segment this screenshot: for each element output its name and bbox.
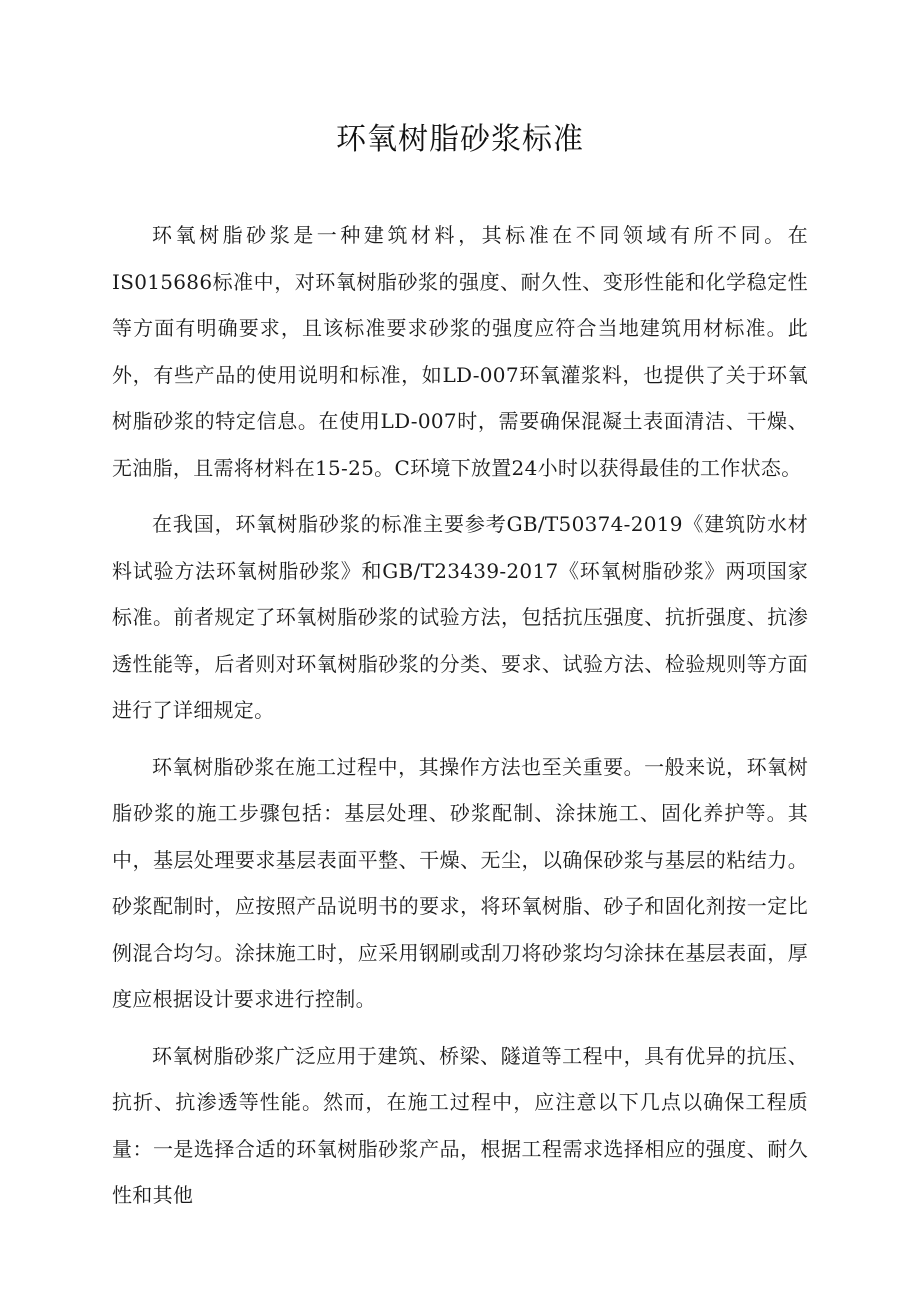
- document-body: [112, 212, 808, 1219]
- paragraph-1: 环氧树脂砂浆是一种建筑材料，其标准在不同领域有所不同。在IS015686标准中，对环氧树脂砂浆的强度、耐久性、变形性能和化学稳定性等方面有明确要求，且该标准要求砂浆的强度应符合当地建筑用材标准。此外，有些产品的使用说明和标准，如LD-007环氧灌浆料，也提供了关于环氧树脂砂浆的特定信息。在使用LD-007时，需要确保混凝土表面清洁、干燥、无油脂，且需将材料在15-25。C环境下放置24小时以获得最佳的工作状态。: [112, 223, 808, 480]
- paragraph-3: 环氧树脂砂浆在施工过程中，其操作方法也至关重要。一般来说，环氧树脂砂浆的施工步骤包括：基层处理、砂浆配制、涂抹施工、固化养护等。其中，基层处理要求基层表面平整、干燥、无尘，以确保砂浆与基层的粘结力。砂浆配制时，应按照产品说明书的要求，将环氧树脂、砂子和固化剂按一定比例混合均匀。涂抹施工时，应采用钢刷或刮刀将砂浆均匀涂抹在基层表面，厚度应根据设计要求进行控制。: [112, 754, 808, 1011]
- paragraph-4: 环氧树脂砂浆广泛应用于建筑、桥梁、隧道等工程中，具有优异的抗压、抗折、抗渗透等性能。然而，在施工过程中，应注意以下几点以确保工程质量：一是选择合适的环氧树脂砂浆产品，根据工程需求选择相应的强度、耐久性和其他: [112, 1043, 808, 1207]
- document-title: 环氧树脂砂浆标准: [336, 122, 584, 157]
- paragraph-2: 在我国，环氧树脂砂浆的标准主要参考GB/T50374-2019《建筑防水材料试验方法环氧树脂砂浆》和GB/T23439-2017《环氧树脂砂浆》两项国家标准。前者规定了环氧树脂砂浆的试验方法，包括抗压强度、抗折强度、抗渗透性能等，后者则对环氧树脂砂浆的分类、要求、试验方法、检验规则等方面进行了详细规定。: [112, 512, 808, 722]
